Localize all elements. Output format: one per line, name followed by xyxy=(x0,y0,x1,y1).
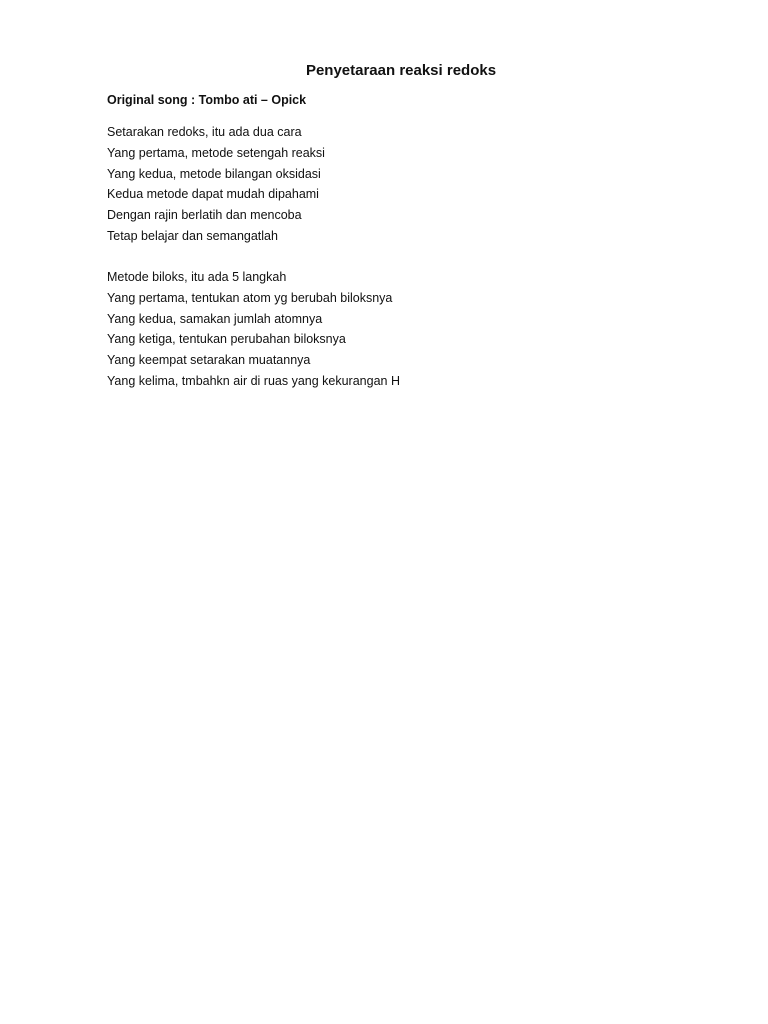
stanza-2 xyxy=(107,267,400,392)
lyric-line: Kedua metode dapat mudah dipahami xyxy=(107,187,319,202)
lyric-line: Yang kedua, metode bilangan oksidasi xyxy=(107,166,321,181)
document-title: Penyetaraan reaksi redoks xyxy=(305,62,497,79)
lyric-line: Yang kelima, tmbahkn air di ruas yang kekurangan H xyxy=(107,373,400,388)
lyric-line: Tetap belajar dan semangatlah xyxy=(107,228,278,243)
song-credit: Original song : Tombo ati – Opick xyxy=(107,93,307,107)
lyric-line: Yang pertama, metode setengah reaksi xyxy=(107,145,325,160)
lyric-line: Dengan rajin berlatih dan mencoba xyxy=(107,208,302,223)
stanza-1 xyxy=(107,122,325,247)
lyric-line: Metode biloks, itu ada 5 langkah xyxy=(107,270,287,284)
lyric-line: Yang pertama, tentukan atom yg berubah biloksnya xyxy=(107,290,393,305)
lyric-line: Yang ketiga, tentukan perubahan biloksnya xyxy=(107,332,346,347)
lyric-line: Setarakan redoks, itu ada dua cara xyxy=(107,125,302,139)
lyric-line: Yang kedua, samakan jumlah atomnya xyxy=(107,311,323,326)
lyric-line: Yang keempat setarakan muatannya xyxy=(107,353,311,368)
